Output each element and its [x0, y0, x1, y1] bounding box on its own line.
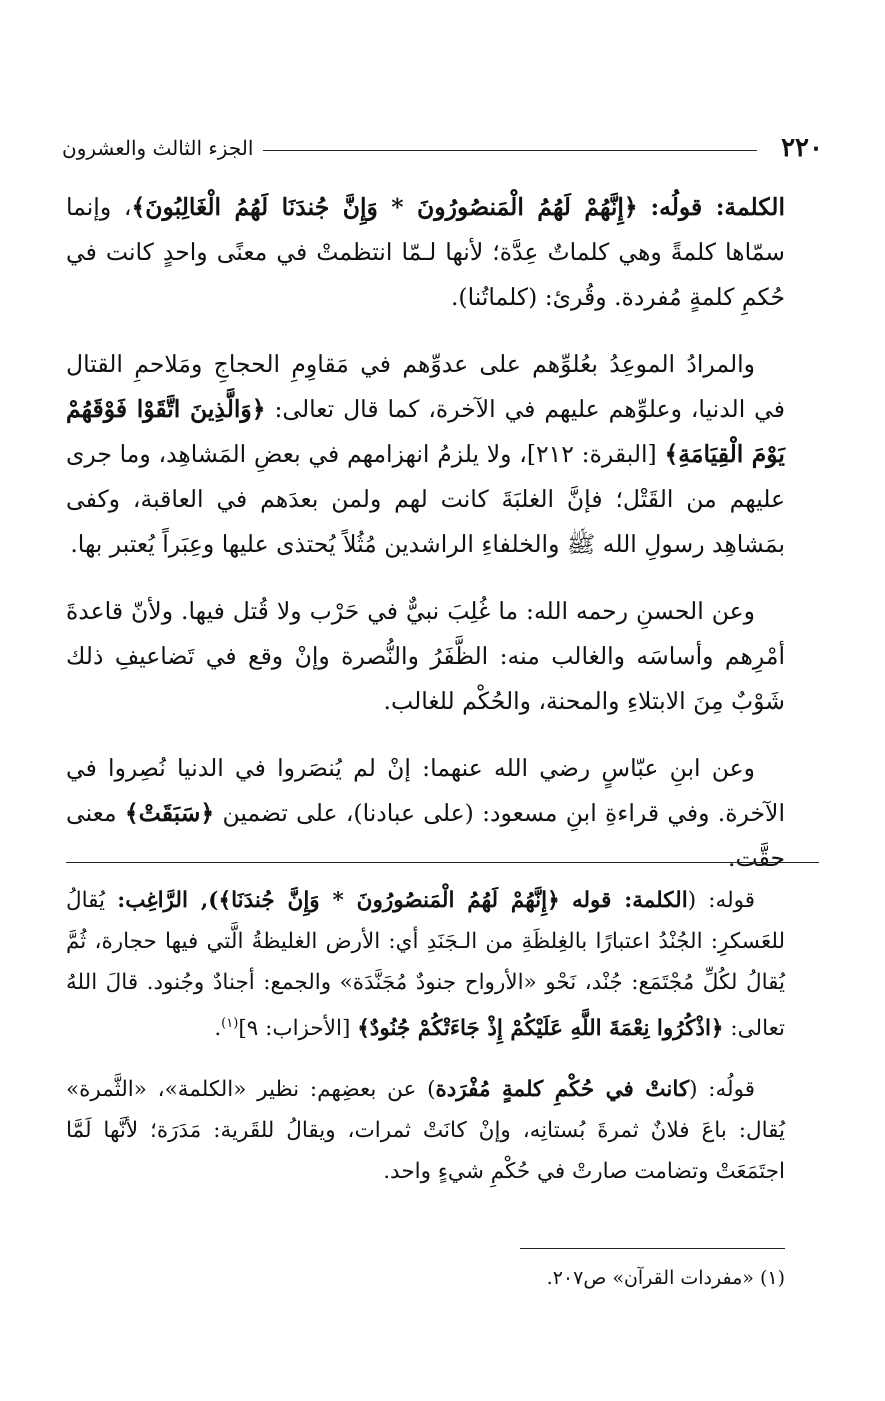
- commentary-2-text: ) عن بعضِهم: نظير «الكلمة»، «الثَّمرة» يُقال: باعَ فلانٌ ثمرةَ بُستانِه، وإنْ كانَتْ ثمرات، ويقالُ للقَرية: مَدَرَة؛ لأنَّها لَمَّا اجتَمَعَتْ وتضامت صارتْ في حُكْمِ شيءٍ واحد.: [66, 1077, 785, 1185]
- page-number: ٢٢٠: [781, 133, 823, 163]
- commentary-quote-2: ﴿اذْكُرُوا نِعْمَةَ اللَّهِ عَلَيْكُمْ إِذْ جَاءَتْكُمْ جُنُودٌ﴾: [357, 1016, 724, 1042]
- running-title: الجزء الثالث والعشرون: [62, 136, 254, 160]
- section-divider: [66, 862, 819, 863]
- paragraph-4-text-b: معنى حقَّت.: [66, 799, 785, 872]
- commentary-quote-1: ﴿إِنَّهُمْ لَهُمُ الْمَنصُورُونَ * وَإِنَّ جُندَنَا﴾: [218, 888, 560, 913]
- paragraph-1: [66, 185, 785, 320]
- footnote: (١) «مفردات القرآن» ص٢٠٧.: [546, 1267, 785, 1289]
- quran-quote-1: ﴿إِنَّهُمْ لَهُمُ الْمَنصُورُونَ * وَإِنَّ جُندَنَا لَهُمُ الْغَالِبُونَ﴾: [131, 193, 638, 221]
- commentary-paragraph-2: [66, 1069, 785, 1192]
- commentary-1-ref: [الأحزاب: ٩]: [238, 1016, 351, 1042]
- header-rule: [263, 150, 757, 151]
- commentary-1-text: يُقالُ للعَسكرِ: الجُنْدُ اعتبارًا بالغِلظَةِ من الـجَنَدِ أي: الأرض الغليظةُ الَّتي فيها حجارة، ثُمَّ يُقالُ لكُلِّ مُجْتَمَع: جُنْد، نَحْو «الأرواح جنودٌ مُجَنَّدَة» والجمع: أجنادٌ وجُنود. قالَ اللهُ تعالى:: [66, 888, 785, 1042]
- commentary-2-label: كانتْ في حُكْمِ كلمةٍ مُفْرَدة: [435, 1077, 690, 1103]
- paragraph-3: وعن الحسنِ رحمه الله: ما غُلِبَ نبيٌّ في حَرْب ولا قُتل فيها. ولأنّ قاعدةَ أمْرِهم وأساسَه والغالب منه: الظَّفَرُ والنُّصرة وإنْ وقع في تَضاعيفِ ذلك شَوْبٌ مِنَ الابتلاءِ والمحنة، والحُكْم للغالب.: [66, 597, 785, 715]
- commentary: [66, 880, 785, 1212]
- paragraph-2-text-b: [البقرة: ٢١٢]، ولا يلزمُ انهزامهم في بعضِ المَشاهِد، وما جرى عليهم من القَتْل؛ فإنَّ الغلبَةَ كانت لهم ولمن بعدَهم في العاقبة، وكفى بمَشاهِد رسولِ الله ﷺ والخلفاءِ الراشدين مُثُلاً يُحتذى عليها وعِبَراً يُعتبر بها.: [66, 440, 785, 558]
- paragraph-1-label: الكلمة: قولُه:: [650, 193, 785, 221]
- paragraph-2-text-a: والمرادُ الموعِدُ بعُلوِّهم على عدوِّهم في مَقاوِمِ الحجاجِ ومَلاحمِ القتال في الدنيا، وعلوِّهم عليهم في الآخرة، كما قال تعالى:: [66, 350, 785, 423]
- commentary-paragraph-1: قوله: (الكلمة: قوله ﴿إِنَّهُمْ لَهُمُ الْمَنصُورُونَ * وَإِنَّ جُندَنَا﴾), الرَّاغِب: يُقالُ للعَسكرِ: الجُنْدُ اعتبارًا بالغِلظَةِ من الـجَنَدِ أي: الأرض الغليظةُ الَّتي فيها حجارة، ثُمَّ يُقالُ لكُلِّ مُجْتَمَع: جُنْد، نَحْو «الأرواح جنودٌ مُجَنَّدَة» والجمع: أجنادٌ وجُنود. قالَ اللهُ تعالى: ﴿اذْكُرُوا نِعْمَةَ اللَّهِ عَلَيْكُمْ إِذْ جَاءَتْكُمْ جُنُودٌ﴾ [الأحزاب: ٩]$^{(١)}$.: [66, 888, 785, 1042]
- commentary-2-lead: قولُه: (: [689, 1077, 755, 1103]
- commentary-1-raghib: ), الرَّاغِب:: [117, 888, 219, 913]
- paragraph-4: [66, 746, 785, 881]
- page-header: [62, 128, 823, 168]
- commentary-1-lead: قوله: (: [687, 888, 756, 913]
- quran-quote-3: ﴿سَبَقَتْ﴾: [124, 799, 215, 827]
- paragraph-2: [66, 342, 785, 567]
- commentary-1-label: الكلمة: قوله: [571, 888, 688, 913]
- quran-quote-2: ﴿وَالَّذِينَ اتَّقَوْا فَوْقَهُمْ يَوْمَ الْقِيَامَةِ﴾: [66, 395, 785, 468]
- paragraph-1-text: ، وإنما سمّاها كلمةً وهي كلماتٌ عِدَّة؛ لأنها لـمّا انتظمتْ في معنًى واحدٍ كانت في حُكمِ كلمةٍ مُفردة. وقُرئ: (كلماتُنا).: [66, 193, 785, 311]
- footnote-marker: (١): [221, 1016, 239, 1031]
- footnote-rule: [520, 1248, 785, 1249]
- main-text: [66, 185, 785, 903]
- paragraph-4-text-a: وعن ابنِ عبّاسٍ رضي الله عنهما: إنْ لم يُنصَروا في الدنيا نُصِروا في الآخرة. وفي قراءةِ ابنِ مسعود: (على عبادنا)، على تضمين: [66, 754, 785, 827]
